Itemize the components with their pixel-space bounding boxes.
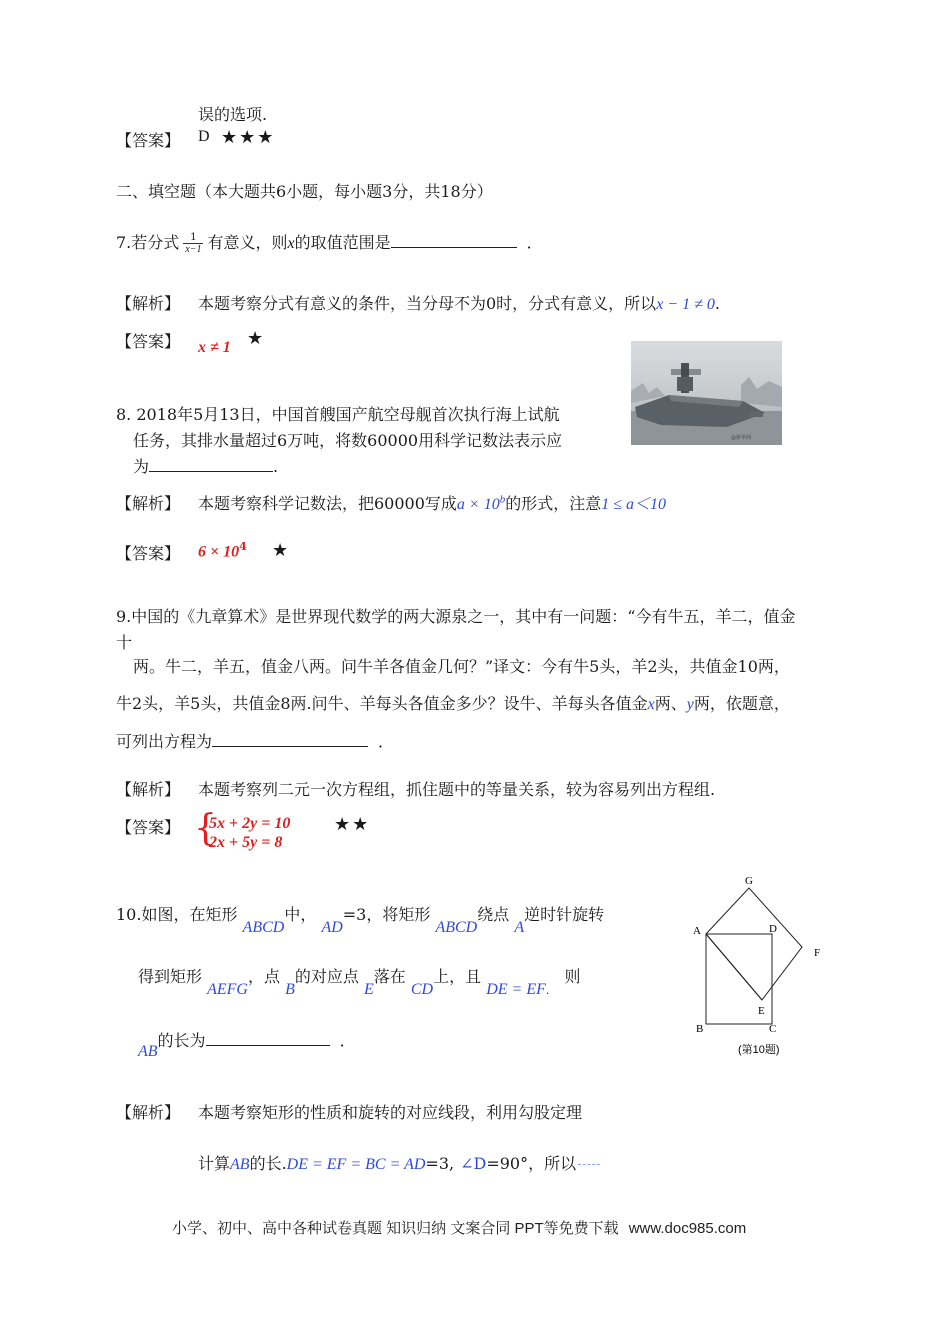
q7-answer-label: 【答案】: [116, 332, 181, 351]
math-abcd: ABCD: [435, 919, 478, 936]
q10-text: 逆时针旋转: [524, 905, 605, 924]
label-e: E: [758, 1005, 765, 1017]
q7-analysis-label: 【解析】: [116, 294, 181, 313]
math-de-ef: DE = EF: [486, 981, 546, 998]
q10-text: 的长为: [157, 1031, 206, 1050]
math-ab: AB: [230, 1156, 250, 1173]
q8-line3-end: .: [273, 457, 279, 476]
label-d: D: [769, 923, 777, 935]
q10-text: =3，将矩形: [342, 905, 431, 924]
q10-text: .: [545, 984, 550, 997]
q9-equation-2: 2x + 5y = 8: [209, 834, 283, 851]
math-b: B: [285, 981, 295, 998]
difficulty-stars: ★: [272, 540, 291, 561]
aircraft-carrier-photo: [631, 341, 782, 445]
math-aefg: AEFG: [207, 981, 248, 998]
answer-blank: [212, 732, 368, 747]
q10-text: 上，且: [433, 967, 482, 986]
q10-analysis-label: 【解析】: [116, 1103, 181, 1122]
analysis-math2: 1 ≤ a＜10: [601, 496, 667, 513]
q7-end: ．: [526, 233, 543, 252]
q7-text2: 的取值范围是: [294, 233, 391, 252]
q9-line3-pre: 牛2头，羊5头，共值金8两.问牛、羊每头各值金多少？设牛、羊每头各值金: [116, 694, 648, 713]
label-c: C: [769, 1023, 777, 1035]
q8-analysis: [198, 491, 666, 514]
label-b: B: [696, 1023, 704, 1035]
q8-line3-pre: 为: [133, 457, 150, 476]
answer-blank: [149, 457, 273, 472]
question-7: [116, 230, 543, 255]
answer-text: D: [198, 128, 210, 145]
q7-fraction: [183, 232, 203, 255]
analysis-exponent: b: [499, 493, 506, 506]
analysis-text: 的长.: [249, 1154, 287, 1173]
fraction-denominator: x−1: [185, 244, 202, 255]
difficulty-stars: ★★: [334, 814, 371, 835]
fraction-numerator: 1: [183, 232, 203, 244]
q9-line4: [116, 729, 394, 752]
section-heading: 二、填空题（本大题共6小题，每小题3分，共18分）: [116, 182, 493, 201]
q9-line4-end: ．: [378, 732, 395, 751]
analysis-text: 计算: [198, 1154, 231, 1173]
image-watermark: @新华网: [731, 435, 752, 441]
q9-line3: [116, 691, 790, 714]
q9-line3-end: 两，依题意，: [693, 694, 790, 713]
figure-caption: (第10题): [738, 1044, 780, 1056]
q8-line1: 8. 2018年5月13日，中国首艘国产航空母舰首次执行海上试航: [116, 405, 560, 424]
q10-text: 的对应点: [294, 967, 359, 986]
page-footer: [172, 1217, 746, 1238]
math-a: A: [514, 919, 525, 936]
answer-label: 【答案】: [116, 131, 181, 150]
q9-analysis: 本题考察列二元一次方程组，抓住题中的等量关系，较为容易列出方程组.: [198, 780, 716, 799]
q10-figure: [688, 870, 828, 1062]
footer-url[interactable]: www.doc985.com: [628, 1220, 747, 1237]
math-ad: AD: [321, 919, 343, 936]
q10-line3: [138, 1028, 356, 1060]
answer-exponent: 4: [239, 540, 247, 553]
q7-analysis: [198, 291, 720, 314]
math-cd: CD: [410, 981, 434, 998]
q10-text: 10.如图，在矩形: [116, 905, 238, 924]
label-g: G: [745, 875, 753, 887]
angle-d: ∠D: [460, 1154, 487, 1173]
q9-line3-mid: 两、: [654, 694, 687, 713]
analysis-math: x − 1 ≠ 0: [656, 296, 715, 313]
analysis-text: =3,: [425, 1154, 455, 1173]
q9-answer-label: 【答案】: [116, 818, 181, 837]
continued-text: 误的选项.: [198, 105, 268, 124]
truncated-formula: [578, 1164, 600, 1165]
analysis-text: 本题考察分式有意义的条件，当分母不为0时，分式有意义，所以: [198, 294, 657, 313]
math-ab: AB: [138, 1043, 158, 1060]
q8-answer: [198, 540, 247, 561]
analysis-text2: 的形式，注意: [505, 494, 602, 513]
q7-answer: x ≠ 1: [198, 339, 231, 356]
q10-text: 绕点: [477, 905, 510, 924]
math-abcd: ABCD: [242, 919, 285, 936]
q10-analysis-2: [198, 1151, 600, 1174]
q10-line2: [138, 964, 581, 998]
var-y: y: [686, 696, 694, 713]
q9-line1b: 十: [116, 633, 133, 652]
math-e: E: [363, 981, 374, 998]
footer-text: 小学、初中、高中各种试卷真题 知识归纳 文案合同 PPT等免费下载: [172, 1220, 619, 1237]
analysis-math: DE = EF = BC = AD: [286, 1156, 426, 1173]
q10-analysis: 本题考察矩形的性质和旋转的对应线段，利用勾股定理: [198, 1103, 583, 1122]
q9-line4-pre: 可列出方程为: [116, 732, 213, 751]
analysis-text: =90°，所以: [486, 1154, 577, 1173]
q7-prefix: 7.若分式: [116, 233, 180, 252]
difficulty-stars: ★: [247, 328, 266, 349]
q7-var: x: [287, 235, 295, 252]
q9-line1: 9.中国的《九章算术》是世界现代数学的两大源泉之一，其中有一问题：“今有牛五，羊二，值金: [116, 607, 796, 626]
answer-blank: [391, 233, 517, 248]
equation-brace: {: [194, 808, 217, 849]
label-f: F: [814, 947, 821, 959]
difficulty-stars: ★★★: [221, 127, 276, 148]
q8-answer-label: 【答案】: [116, 544, 181, 563]
q10-text: 中，: [284, 905, 317, 924]
answer-blank: [206, 1031, 330, 1046]
analysis-end: .: [714, 294, 720, 313]
q8-line3: [133, 454, 278, 477]
label-a: A: [693, 925, 701, 937]
q10-end: ．: [339, 1031, 356, 1050]
q10-line1: [116, 902, 605, 936]
q9-analysis-label: 【解析】: [116, 780, 181, 799]
analysis-text: 本题考察科学记数法，把60000写成: [198, 494, 457, 513]
q10-text: 则: [564, 967, 581, 986]
q10-text: 得到矩形: [138, 967, 203, 986]
q10-text: 落在: [373, 967, 406, 986]
q8-analysis-label: 【解析】: [116, 494, 181, 513]
q8-line2: 任务，其排水量超过6万吨，将数60000用科学记数法表示应: [133, 431, 563, 450]
q10-text: ，点: [247, 967, 280, 986]
q9-line2: 两。牛二，羊五，值金八两。问牛羊各值金几何？”译文：今有牛5头，羊2头，共值金10两，: [133, 657, 790, 676]
q7-text: 有意义，则: [207, 233, 288, 252]
analysis-math: a × 10: [456, 496, 500, 513]
answer-base: 6 × 10: [198, 543, 240, 561]
q9-equation-1: 5x + 2y = 10: [209, 815, 291, 832]
var-x: x: [647, 696, 655, 713]
